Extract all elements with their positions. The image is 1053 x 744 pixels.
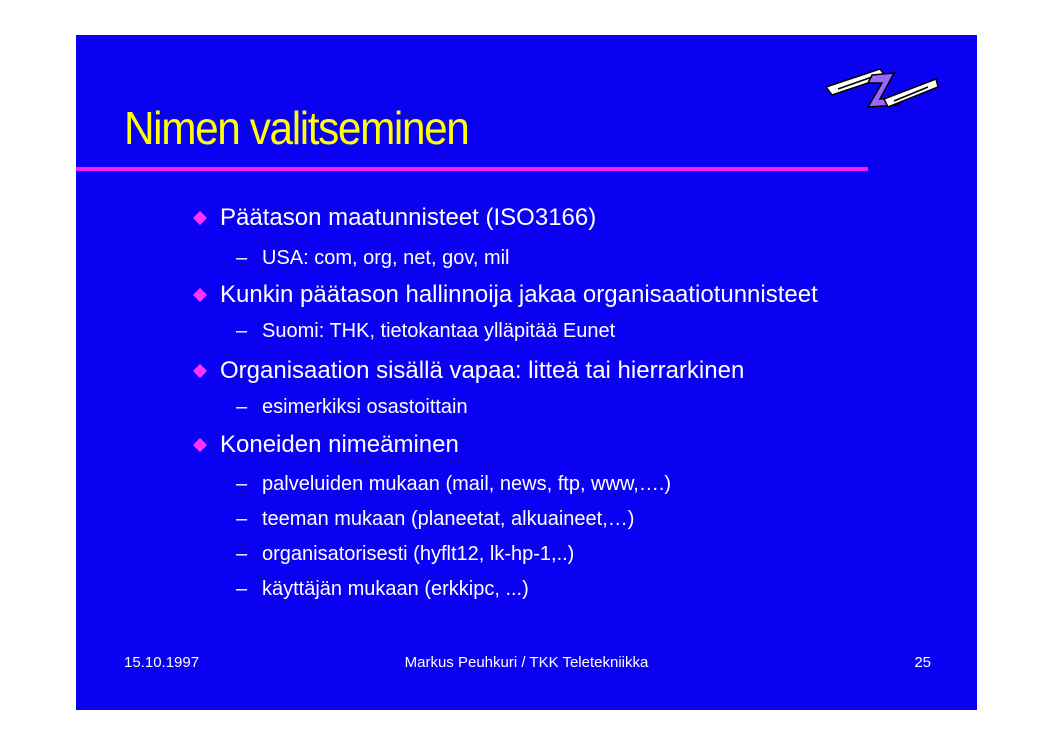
bullet-text: Kunkin päätason hallinnoija jakaa organisaatiotunnisteet — [220, 281, 818, 308]
sub-bullet-item — [236, 508, 635, 531]
bullet-text: Organisaation sisällä vapaa: litteä tai hierrarkinen — [220, 357, 745, 384]
diamond-bullet-icon — [193, 211, 207, 225]
dash-marker: – — [236, 508, 248, 530]
sub-bullet-item — [236, 396, 468, 419]
footer-author: Markus Peuhkuri / TKK Teletekniikka — [404, 654, 649, 671]
diamond-bullet-icon — [193, 364, 207, 378]
sub-bullet-item — [236, 320, 616, 343]
sub-bullet-item — [236, 247, 510, 270]
bullet-item — [220, 357, 744, 385]
slide-title: Nimen valitseminen — [124, 102, 469, 154]
dash-marker: – — [236, 578, 248, 600]
sub-bullet-item — [236, 543, 575, 566]
sub-bullet-text: organisatorisesti (hyflt12, lk-hp-1,..) — [262, 543, 575, 565]
footer-date: 15.10.1997 — [124, 654, 200, 671]
sub-bullet-item — [236, 578, 529, 601]
bullet-text: Päätason maatunnisteet (ISO3166) — [220, 204, 597, 231]
sub-bullet-text: teeman mukaan (planeetat, alkuaineet,…) — [262, 508, 635, 530]
sub-bullet-text: palveluiden mukaan (mail, news, ftp, www,….) — [262, 473, 672, 495]
dash-marker: – — [236, 543, 248, 565]
bullet-item — [220, 431, 459, 459]
dash-marker: – — [236, 473, 248, 495]
diamond-bullet-icon — [193, 438, 207, 452]
sub-bullet-text: Suomi: THK, tietokantaa ylläpitää Eunet — [262, 320, 616, 342]
dash-marker: – — [236, 396, 248, 418]
bullet-list — [76, 35, 977, 710]
sub-bullet-text: esimerkiksi osastoittain — [262, 396, 468, 418]
page-number: 25 — [914, 654, 931, 671]
sub-bullet-text: USA: com, org, net, gov, mil — [262, 247, 510, 269]
diamond-bullet-icon — [193, 288, 207, 302]
sub-bullet-text: käyttäjän mukaan (erkkipc, ...) — [262, 578, 529, 600]
dash-marker: – — [236, 247, 248, 269]
dash-marker: – — [236, 320, 248, 342]
slide — [76, 35, 977, 710]
bullet-text: Koneiden nimeäminen — [220, 431, 459, 458]
sub-bullet-item — [236, 473, 672, 496]
bullet-item — [220, 281, 818, 309]
bullet-item — [220, 204, 596, 232]
